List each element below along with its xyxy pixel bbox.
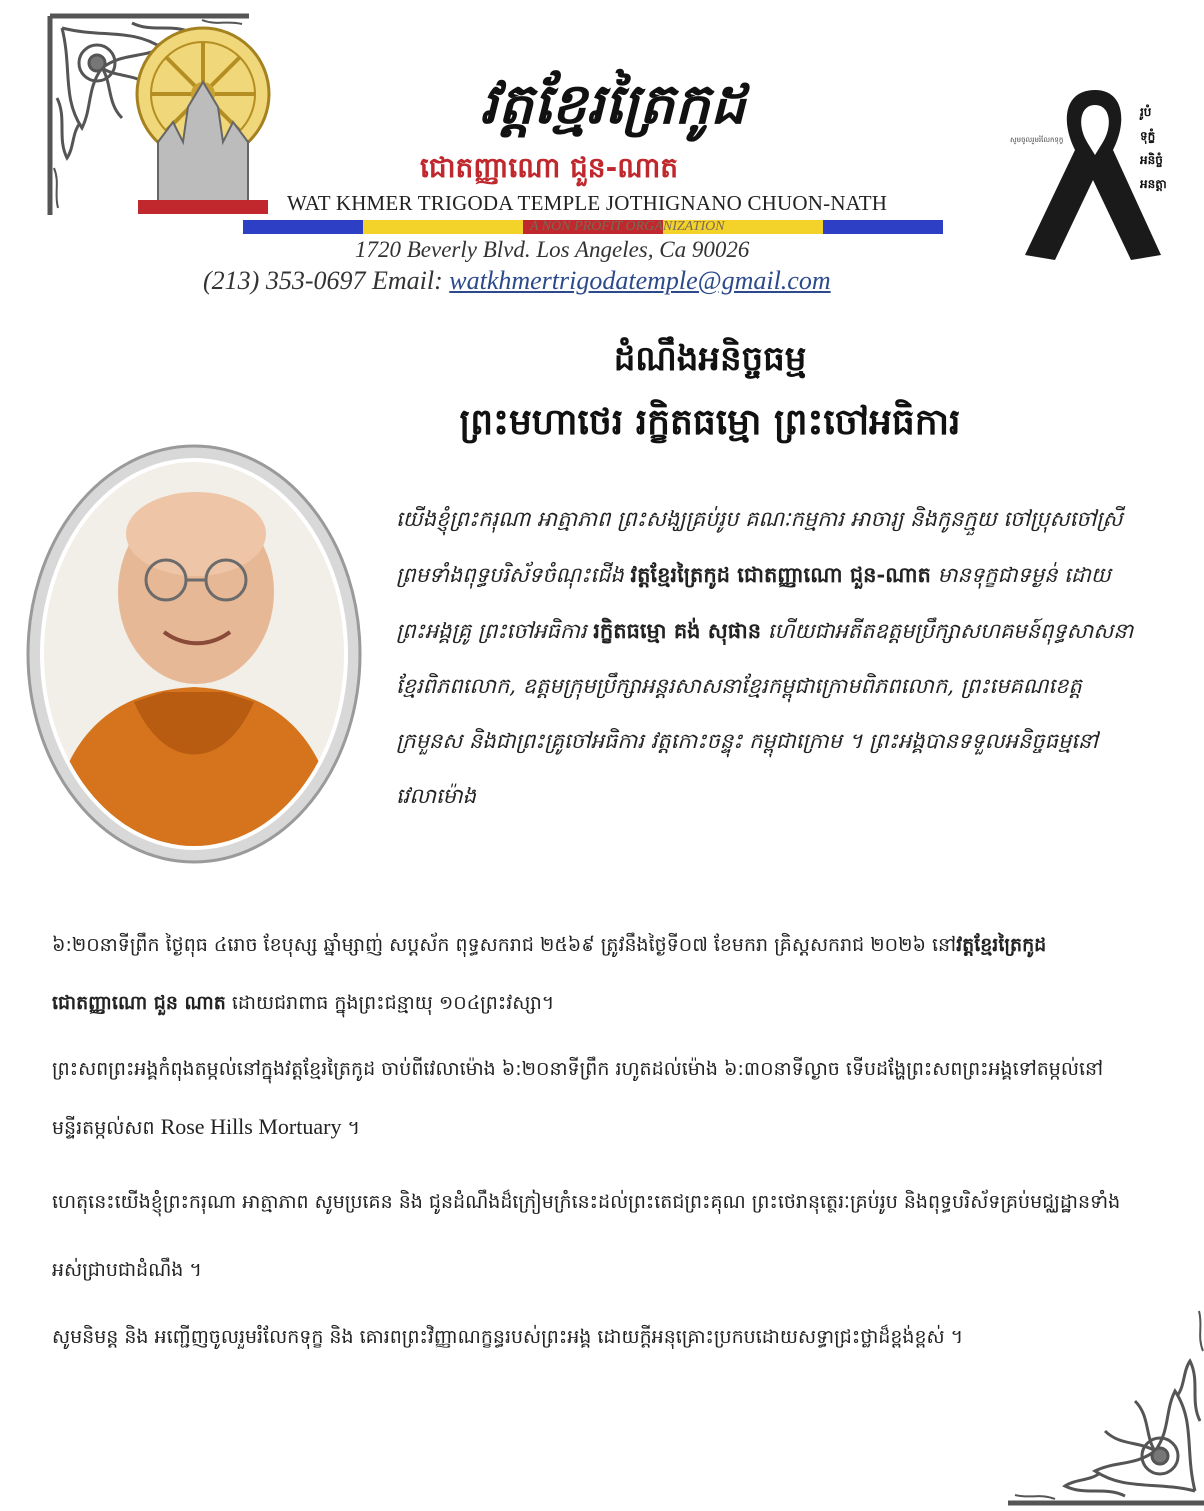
body-text: ។: [341, 1117, 361, 1139]
organization-label: A NON PROFIT ORGANIZATION: [530, 219, 725, 234]
ribbon-side-text: [1140, 100, 1196, 240]
intro-text: យើងខ្ញុំព្រះករុណា អាត្មាភាព ព្រះសង្ឃគ្រប់រូប គណៈកម្មការ អាចារ្យ និងកូនក្មួយ ចៅប្រុសចៅស្រី ព្រមទាំងពុទ្ធបរិស័ទចំណុះជើង: [396, 507, 1123, 587]
intro-text: ហើយជាអតីតឧត្តមប្រឹក្សាសហគមន៍ពុទ្ធសាសនាខ្មែរពិភពលោក, ឧត្តមក្រុមប្រឹក្សាអន្តរសាសនាខ្មែរកម្ពុជាក្រោមពិភពលោក, ព្រះមេគណខេត្តក្រមួនស និងជាព្រះគ្រូចៅអធិការ វត្តកោះចន្ទុះ កម្ពុជាក្រោម ។ ព្រះអង្គបានទទួលអនិច្ចធម្មនៅវេលាម៉ោង: [396, 619, 1134, 808]
mortuary-name: Rose Hills Mortuary: [160, 1114, 342, 1139]
email-link[interactable]: watkhmertrigodatemple@gmail.com: [449, 266, 831, 295]
flag-stripe-blue: [823, 220, 943, 234]
funeral-details-paragraph: [52, 1040, 1132, 1156]
ribbon-side-line: អនត្តា: [1140, 177, 1167, 191]
body-text: ព្រះសពព្រះអង្គកំពុងតម្កល់នៅក្នុងវត្តខ្មែរត្រៃកូដ ចាប់ពីវេលាម៉ោង ៦:២០នាទីព្រឹក រហូតដល់ម៉ោង ៦:៣០នាទីល្ងាច ទើបដង្ហែព្រះសពព្រះអង្គទៅតម្កល់នៅមន្ទីរតម្កល់សព: [52, 1058, 1104, 1139]
body-text: ៦:២០នាទីព្រឹក ថ្ងៃពុធ ៤រោច ខែបុស្ស ឆ្នាំម្សាញ់ សប្តស័ក ពុទ្ធសករាជ ២៥៦៩ ត្រូវនឹងថ្ងៃទី០៧ ខែមករា គ្រិស្តសករាជ ២០២៦ នៅ: [52, 934, 957, 956]
monk-portrait-photo: [24, 442, 364, 866]
flag-stripe-blue: [243, 220, 363, 234]
invitation-paragraph: សូមនិមន្ត និង អញ្ជើញចូលរួមរំលែកទុក្ខ និង គោរពព្រះវិញ្ញាណក្ខន្ធរបស់ព្រះអង្គ ដោយក្តីអនុគ្រោះប្រកបដោយសទ្ធាជ្រះថ្លាដ៏ខ្ពង់ខ្ពស់ ។: [52, 1326, 964, 1348]
ribbon-side-line: អនិច្ចំ: [1140, 153, 1163, 167]
death-details-paragraph: [52, 916, 1132, 1036]
phone-email-prefix: (213) 353-0697 Email:: [203, 266, 443, 295]
announcement-heading: ដំណឹងអនិច្ចធម្ម: [613, 339, 807, 379]
ribbon-side-line: ទុក្ខំ: [1140, 129, 1156, 143]
monk-name-bold: រក្ខិតធម្មោ គង់ សុផាន: [593, 618, 762, 643]
ribbon-note: សូមចូលរួមរំលែកទុក្ខ: [1010, 136, 1064, 144]
intro-paragraph: [396, 492, 1136, 912]
kbach-corner-ornament-bottom-right-icon: [1000, 1296, 1204, 1511]
temple-name-bold: វត្តខ្មែរត្រៃកូដ ជោតញ្ញាណោ ជួន-ណាត: [630, 562, 931, 587]
temple-name-bold: វត្តខ្មែរត្រៃកូដ ជោតញ្ញាណោ ជួន ណាត: [52, 934, 1047, 1014]
monk-title-heading: ព្រះមហាថេរ រក្ខិតធម្មោ ព្រះចៅអធិការ: [459, 402, 961, 443]
ribbon-side-line: រូបំ: [1140, 105, 1152, 119]
temple-address: 1720 Beverly Blvd. Los Angeles, Ca 90026: [355, 237, 750, 262]
contact-line: [203, 264, 1023, 298]
dharma-wheel-temple-emblem-icon: [128, 22, 278, 222]
temple-title-khmer: វត្តខ្មែរត្រៃកូដ: [480, 71, 746, 137]
body-text: ដោយជរាពាធ ក្នុងព្រះជន្មាយុ ១០៤ព្រះវស្សា។: [225, 992, 555, 1014]
temple-subtitle-khmer: ជោតញ្ញាណោ ជួន-ណាត: [420, 151, 679, 184]
flag-stripe-yellow: [363, 220, 523, 234]
notification-paragraph: ហេតុនេះយើងខ្ញុំព្រះករុណា អាត្មាភាព សូមប្រគេន និង ជូនដំណឹងដ៏ក្រៀមក្រំនេះដល់ព្រះតេជព្រះគុណ ព្រះថេរានុត្ថេរៈគ្រប់រូប និងពុទ្ធបរិស័ទគ្រប់មជ្ឈដ្ឋានទាំងអស់ជ្រាបជាដំណឹង ។: [52, 1191, 1121, 1281]
temple-name-english: WAT KHMER TRIGODA TEMPLE JOTHIGNANO CHUON-NATH: [287, 191, 888, 215]
intro-text: មានទុក្ខជាទម្ងន់ ដោយព្រះអង្គគ្រូ ព្រះចៅអធិការ: [396, 563, 1111, 643]
